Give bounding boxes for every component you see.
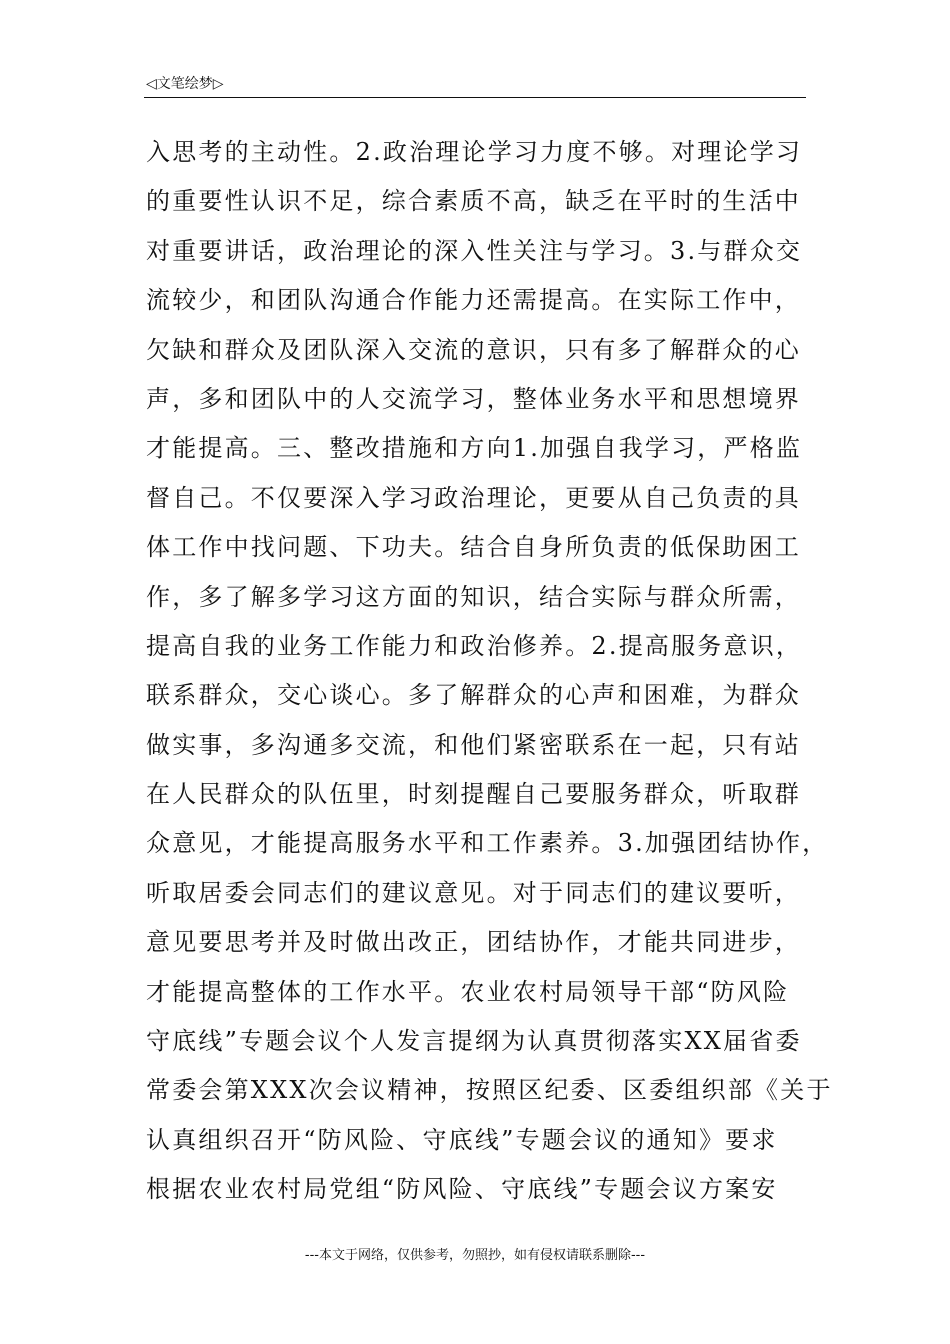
text-line: 体工作中找问题、下功夫。结合自身所负责的低保助困工	[146, 533, 801, 562]
text-line: 的重要性认识不足，综合素质不高，缺乏在平时的生活中	[146, 187, 801, 216]
text-line: 入思考的主动性。2.政治理论学习力度不够。对理论学习	[146, 138, 803, 166]
text-line: 提高自我的业务工作能力和政治修养。2.提高服务意识，	[146, 631, 803, 660]
text-line: 根据农业农村局党组“防风险、守底线”专题会议方案安	[146, 1175, 778, 1204]
text-line: 常委会第XXX次会议精神，按照区纪委、区委组织部《关于	[146, 1076, 833, 1105]
text-line: 作，多了解多学习这方面的知识，结合实际与群众所需，	[146, 582, 801, 611]
text-line: 才能提高整体的工作水平。农业农村局领导干部“防风险	[146, 977, 790, 1006]
text-line: 在人民群众的队伍里，时刻提醒自己要服务群众，听取群	[146, 780, 801, 809]
text-line: 众意见，才能提高服务水平和工作素养。3.加强团结协作，	[146, 829, 829, 858]
text-line: 流较少，和团队沟通合作能力还需提高。在实际工作中，	[146, 286, 801, 315]
text-line: 欠缺和群众及团队深入交流的意识，只有多了解群众的心	[146, 335, 801, 364]
text-line: 认真组织召开“防风险、守底线”专题会议的通知》要求	[146, 1125, 778, 1154]
header-brand: ◁文笔绘梦▷	[146, 76, 224, 92]
text-line: 督自己。不仅要深入学习政治理论，更要从自己负责的具	[146, 483, 801, 512]
text-line: 听取居委会同志们的建议意见。对于同志们的建议要听，	[146, 878, 801, 907]
text-line: 守底线”专题会议个人发言提纲为认真贯彻落实XX届省委	[146, 1027, 802, 1056]
text-line: 做实事，多沟通多交流，和他们紧密联系在一起，只有站	[146, 730, 801, 759]
document-body	[146, 132, 833, 1219]
footer-disclaimer: ---本文于网络，仅供参考，勿照抄，如有侵权请联系删除---	[304, 1248, 646, 1263]
header-divider	[144, 97, 806, 98]
text-line: 意见要思考并及时做出改正，团结协作，才能共同进步，	[146, 928, 801, 957]
text-line: 才能提高。三、整改措施和方向1.加强自我学习，严格监	[146, 434, 803, 463]
text-line: 联系群众，交心谈心。多了解群众的心声和困难，为群众	[146, 681, 801, 710]
text-line: 对重要讲话，政治理论的深入性关注与学习。3.与群众交	[146, 236, 803, 265]
text-line: 声，多和团队中的人交流学习，整体业务水平和思想境界	[146, 384, 801, 413]
